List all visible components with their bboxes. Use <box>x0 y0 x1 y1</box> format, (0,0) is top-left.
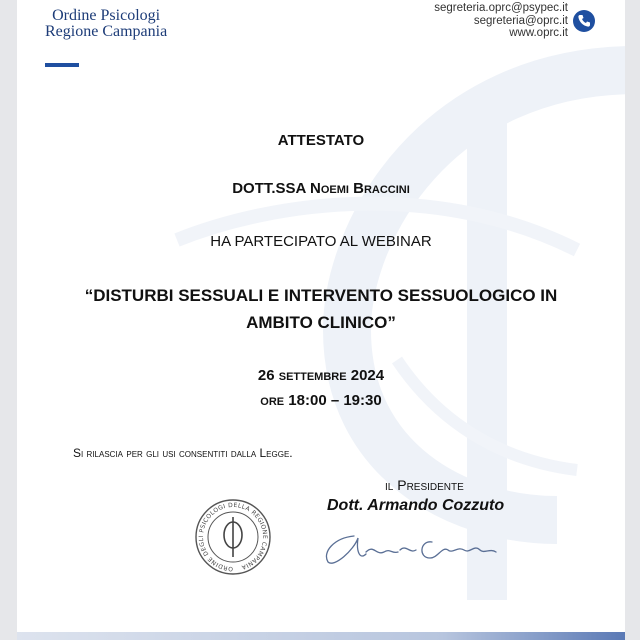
president-name: Dott. Armando Cozzuto <box>327 497 505 514</box>
certificate-page <box>17 0 625 640</box>
release-note: Si rilascia per gli usi consentiti dalla Legge. <box>73 446 293 460</box>
president-label: il Presidente <box>385 477 464 493</box>
date-day: 26 <box>257 367 275 384</box>
certificate-title: ATTESTATO <box>277 132 365 149</box>
official-seal <box>193 497 273 577</box>
phone-icon <box>573 10 595 32</box>
webinar-date <box>17 367 625 384</box>
time-range: 18:00 – 19:30 <box>288 392 382 409</box>
contact-website[interactable]: www.oprc.it <box>509 27 568 39</box>
recipient-prefix: DOTT.SSA <box>232 180 306 197</box>
time-prefix: ore <box>260 392 285 409</box>
recipient-name: Noemi Braccini <box>310 180 410 197</box>
org-logo-text <box>45 8 167 40</box>
org-name-line2: Regione Campania <box>45 23 168 40</box>
participation-text: HA PARTECIPATO AL WEBINAR <box>210 233 432 250</box>
contact-email-pec[interactable]: segreteria.oprc@psypec.it <box>434 2 568 14</box>
contact-block <box>434 2 568 40</box>
recipient-line <box>17 180 625 197</box>
contact-email[interactable]: segreteria@oprc.it <box>473 14 568 27</box>
webinar-title-line1: “DISTURBI SESSUALI E INTERVENTO SESSUOLOGICO IN <box>84 286 558 305</box>
webinar-time <box>17 392 625 409</box>
org-accent-bar <box>45 63 79 67</box>
date-year: 2024 <box>350 367 385 384</box>
date-month: settembre <box>278 367 347 384</box>
handwritten-signature <box>314 522 514 572</box>
webinar-title-line2: AMBITO CLINICO” <box>246 313 396 332</box>
footer-bar <box>17 632 625 640</box>
org-name-line1: Ordine Psicologi <box>52 7 161 24</box>
seal-text: ORDINE DEGLI PSICOLOGI DELLA REGIONE CAMPANIA <box>198 501 269 573</box>
